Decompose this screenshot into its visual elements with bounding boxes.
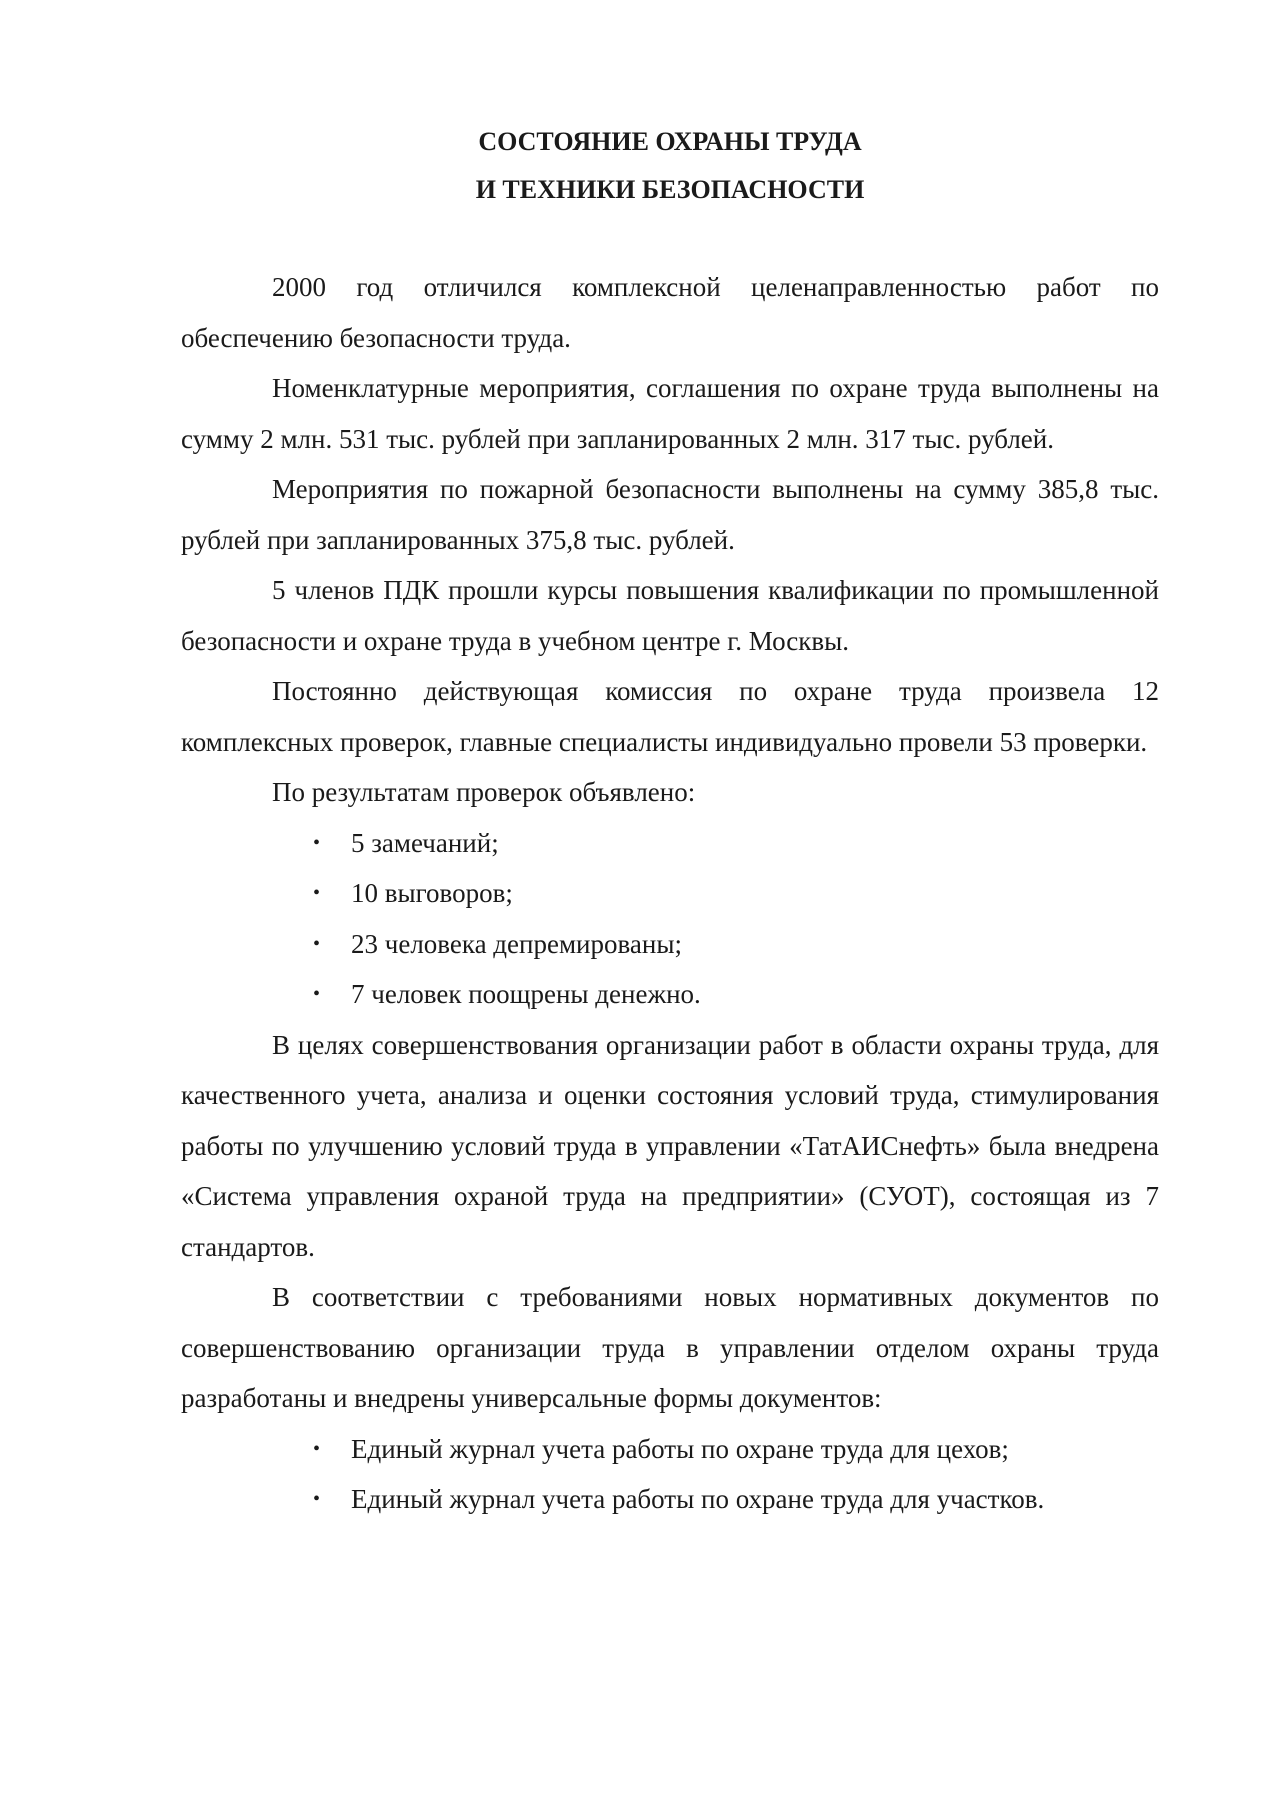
list-item-text: 10 выговоров; <box>351 878 513 908</box>
paragraph: 2000 год отличился комплексной целенаправленностью работ по обеспечению безопасности труда. <box>181 272 1159 353</box>
list-item <box>181 868 1159 919</box>
list-item-text: 7 человек поощрены денежно. <box>351 979 701 1009</box>
document-body <box>181 262 1159 1525</box>
list-item <box>181 818 1159 869</box>
list-item <box>181 969 1159 1020</box>
forms-list <box>181 1424 1159 1525</box>
bullet-icon: • <box>313 1488 321 1510</box>
list-item-text: Единый журнал учета работы по охране труда для участков. <box>351 1484 1045 1514</box>
paragraph: Номенклатурные мероприятия, соглашения по охране труда выполнены на сумму 2 млн. 531 тыс. рублей при запланированных 2 млн. 317 тыс. рублей. <box>181 373 1159 454</box>
bullet-icon: • <box>313 882 321 904</box>
paragraph: В соответствии с требованиями новых нормативных документов по совершенствованию организации труда в управлении отделом охраны труда разработаны и внедрены универсальные формы документов: <box>181 1282 1159 1413</box>
bullet-icon: • <box>313 831 321 854</box>
list-item-text: 5 замечаний; <box>351 827 499 858</box>
title-line-2: И ТЕХНИКИ БЕЗОПАСНОСТИ <box>475 175 865 204</box>
paragraph: В целях совершенствования организации работ в области охраны труда, для качественного учета, анализа и оценки состояния условий труда, стимулирования работы по улучшению условий труда в управлении «ТатАИСнефть» была внедрена «Система управления охраной труда на предприятии» (СУОТ), состоящая из 7 стандартов. <box>181 1029 1159 1262</box>
bullet-icon: • <box>313 983 321 1005</box>
paragraph: Постоянно действующая комиссия по охране труда произвела 12 комплексных проверок, главные специалисты индивидуально провели 53 проверки. <box>181 676 1159 757</box>
list-item <box>181 1474 1159 1525</box>
list-item-text: 23 человека депремированы; <box>351 928 682 959</box>
paragraph: Мероприятия по пожарной безопасности выполнены на сумму 385,8 тыс. рублей при запланированных 375,8 тыс. рублей. <box>181 474 1159 555</box>
bullet-icon: • <box>313 932 321 955</box>
list-item <box>181 919 1159 970</box>
document-title <box>181 118 1159 214</box>
bullet-icon: • <box>313 1437 321 1460</box>
paragraph: По результатам проверок объявлено: <box>272 777 696 807</box>
results-list <box>181 818 1159 1020</box>
list-item <box>181 1424 1159 1475</box>
paragraph: 5 членов ПДК прошли курсы повышения квалификации по промышленной безопасности и охране труда в учебном центре г. Москвы. <box>181 575 1159 656</box>
title-line-1: СОСТОЯНИЕ ОХРАНЫ ТРУДА <box>478 127 862 156</box>
list-item-text: Единый журнал учета работы по охране труда для цехов; <box>351 1433 1009 1464</box>
